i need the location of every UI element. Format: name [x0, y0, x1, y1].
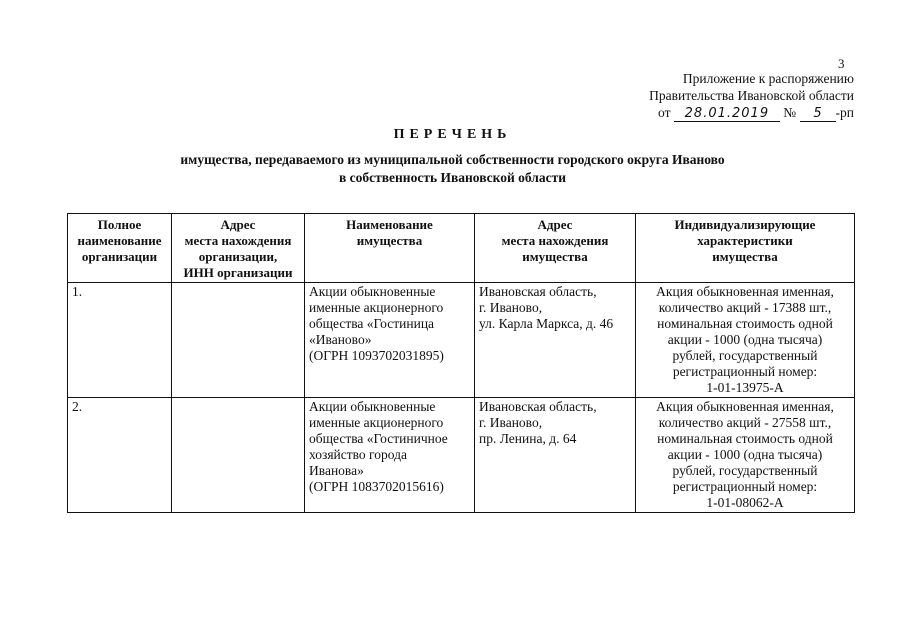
header-line: организации — [81, 249, 158, 264]
appendix-line-1: Приложение к распоряжению — [682, 71, 854, 86]
cell-line: Иванова» — [309, 463, 364, 478]
cell-line: регистрационный номер: — [672, 479, 818, 494]
cell-line: ул. Карла Маркса, д. 46 — [479, 316, 614, 331]
header-line: Адрес — [220, 217, 256, 232]
row-number: 1. — [68, 283, 172, 398]
table-header-row — [68, 214, 855, 283]
row-number: 2. — [68, 398, 172, 513]
cell-line: количество акций - 17388 шт., — [658, 300, 832, 315]
header-line: наименование — [77, 233, 162, 248]
cell-line: акции - 1000 (одна тысяча) — [667, 447, 823, 462]
header-line: Адрес — [537, 217, 573, 232]
cell-line: Акции обыкновенные — [309, 284, 436, 299]
row-property-address — [475, 398, 636, 513]
cell-line: Ивановская область, — [479, 399, 597, 414]
cell-line: именные акционерного — [309, 415, 444, 430]
header-line: Полное — [97, 217, 142, 232]
row-property-name — [305, 283, 475, 398]
page-number: 3 — [838, 56, 845, 71]
document-subtitle — [0, 151, 905, 187]
header-line: места нахождения — [501, 233, 609, 248]
header-property-name — [305, 214, 475, 283]
cell-line: Акция обыкновенная именная, — [656, 284, 834, 299]
subtitle-line-1: имущества, передаваемого из муниципальной собственности городского округа Иваново — [180, 152, 725, 167]
cell-line: хозяйство города — [309, 447, 407, 462]
header-characteristics — [636, 214, 855, 283]
header-line: Наименование — [346, 217, 433, 232]
cell-line: 1-01-13975-А — [706, 380, 784, 395]
header-org-address — [172, 214, 305, 283]
row-property-address — [475, 283, 636, 398]
cell-line: (ОГРН 1093702031895) — [309, 348, 444, 363]
cell-line: рублей, государственный — [672, 463, 818, 478]
number-suffix: -рп — [835, 105, 854, 120]
table-row — [68, 283, 855, 398]
header-property-address — [475, 214, 636, 283]
from-label: от — [658, 105, 671, 120]
row-org-address — [172, 283, 305, 398]
cell-line: Ивановская область, — [479, 284, 597, 299]
cell-line: г. Иваново, — [479, 415, 543, 430]
document-title: ПЕРЕЧЕНЬ — [393, 127, 512, 142]
row-property-name — [305, 398, 475, 513]
cell-line: Акция обыкновенная именная, — [656, 399, 834, 414]
cell-line: номинальная стоимость одной — [657, 431, 833, 446]
handwritten-date: 28.01.2019 — [674, 107, 780, 122]
subtitle-line-2: в собственность Ивановской области — [338, 170, 567, 185]
cell-line: номинальная стоимость одной — [657, 316, 833, 331]
header-line: имущества — [356, 233, 423, 248]
row-characteristics — [636, 398, 855, 513]
cell-line: количество акций - 27558 шт., — [658, 415, 832, 430]
header-line: организации, — [198, 249, 278, 264]
row-characteristics — [636, 283, 855, 398]
appendix-date-line — [614, 104, 854, 122]
cell-line: (ОГРН 1083702015616) — [309, 479, 444, 494]
table-row — [68, 398, 855, 513]
header-org-name — [68, 214, 172, 283]
property-table — [67, 213, 855, 513]
header-line: места нахождения — [184, 233, 292, 248]
header-line: имущества — [522, 249, 588, 264]
cell-line: общества «Гостиничное — [309, 431, 448, 446]
cell-line: регистрационный номер: — [672, 364, 818, 379]
cell-line: именные акционерного — [309, 300, 444, 315]
handwritten-number: 5 — [800, 107, 836, 122]
header-line: Индивидуализирующие — [674, 217, 816, 232]
cell-line: 1-01-08062-А — [706, 495, 784, 510]
cell-line: общества «Гостиница — [309, 316, 435, 331]
cell-line: пр. Ленина, д. 64 — [479, 431, 577, 446]
cell-line: рублей, государственный — [672, 348, 818, 363]
appendix-line-2: Правительства Ивановской области — [649, 88, 854, 103]
appendix-block — [614, 70, 854, 122]
cell-line: г. Иваново, — [479, 300, 543, 315]
cell-line: Акции обыкновенные — [309, 399, 436, 414]
cell-line: акции - 1000 (одна тысяча) — [667, 332, 823, 347]
header-line: ИНН организации — [183, 265, 293, 280]
row-org-address — [172, 398, 305, 513]
header-line: имущества — [712, 249, 778, 264]
header-line: характеристики — [697, 233, 793, 248]
cell-line: «Иваново» — [309, 332, 372, 347]
number-label: № — [783, 105, 797, 120]
